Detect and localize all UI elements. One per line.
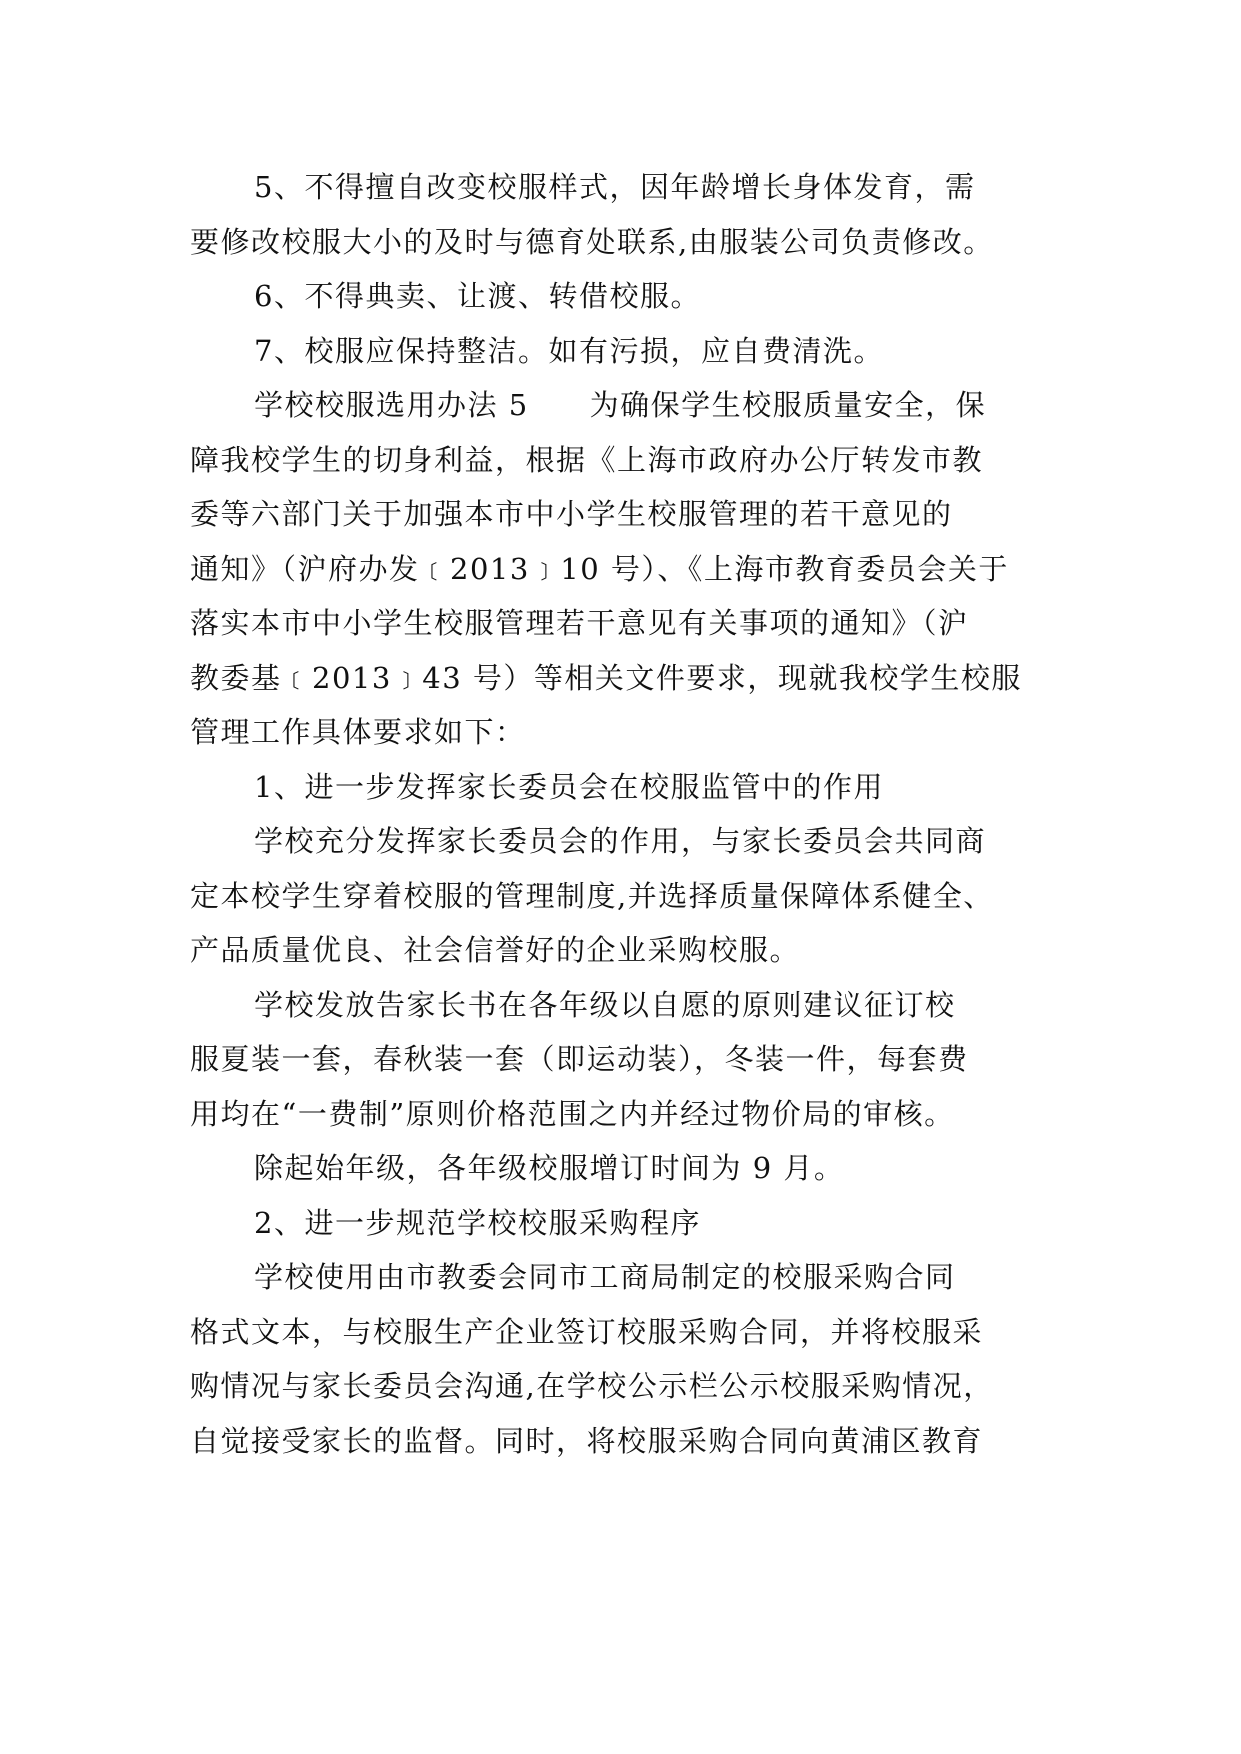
text-line: 5、不得擅自改变校服样式，因年龄增长身体发育，需 (254, 170, 976, 204)
text-line: 学校充分发挥家长委员会的作用，与家长委员会共同商 (254, 824, 987, 858)
text-line: 产品质量优良、社会信誉好的企业采购校服。 (190, 933, 801, 967)
text-line: 自觉接受家长的监督。同时，将校服采购合同向黄浦区教育 (190, 1423, 984, 1458)
text-line: 除起始年级，各年级校服增订时间为 9 月。 (254, 1151, 845, 1185)
text-line: 定本校学生穿着校服的管理制度,并选择质量保障体系健全、 (190, 878, 994, 913)
text-line: 7、校服应保持整洁。如有污损，应自费清洗。 (254, 333, 884, 368)
text-line: 管理工作具体要求如下： (190, 715, 526, 749)
text-line: 学校使用由市教委会同市工商局制定的校服采购合同 (254, 1260, 956, 1294)
text-line: 2、进一步规范学校校服采购程序 (254, 1205, 701, 1240)
text-line: 1、进一步发挥家长委员会在校服监管中的作用 (254, 769, 884, 804)
text-line: 6、不得典卖、让渡、转借校服。 (254, 279, 701, 313)
text-line: 落实本市中小学生校服管理若干意见有关事项的通知》（沪 (190, 606, 969, 640)
text-line: 委等六部门关于加强本市中小学生校服管理的若干意见的 (190, 497, 953, 531)
text-line: 格式文本，与校服生产企业签订校服采购合同，并将校服采 (190, 1314, 984, 1349)
document-body (190, 160, 1070, 1468)
text-line: 通知》（沪府办发﹝2013﹞10 号）、《上海市教育委员会关于 (190, 551, 1009, 586)
text-line: 学校校服选用办法 5 为确保学生校服质量安全，保 (254, 388, 987, 422)
text-line: 障我校学生的切身利益，根据《上海市政府办公厅转发市教 (190, 442, 984, 477)
text-line: 服夏装一套，春秋装一套（即运动装），冬装一件，每套费 (190, 1042, 969, 1076)
text-line: 购情况与家长委员会沟通,在学校公示栏公示校服采购情况， (190, 1369, 994, 1403)
text-line: 用均在“一费制”原则价格范围之内并经过物价局的审核。 (190, 1096, 955, 1131)
text-line: 教委基﹝2013﹞43 号）等相关文件要求，现就我校学生校服 (190, 660, 1022, 695)
text-line: 要修改校服大小的及时与德育处联系,由服装公司负责修改。 (190, 224, 994, 259)
text-line: 学校发放告家长书在各年级以自愿的原则建议征订校 (254, 987, 956, 1022)
